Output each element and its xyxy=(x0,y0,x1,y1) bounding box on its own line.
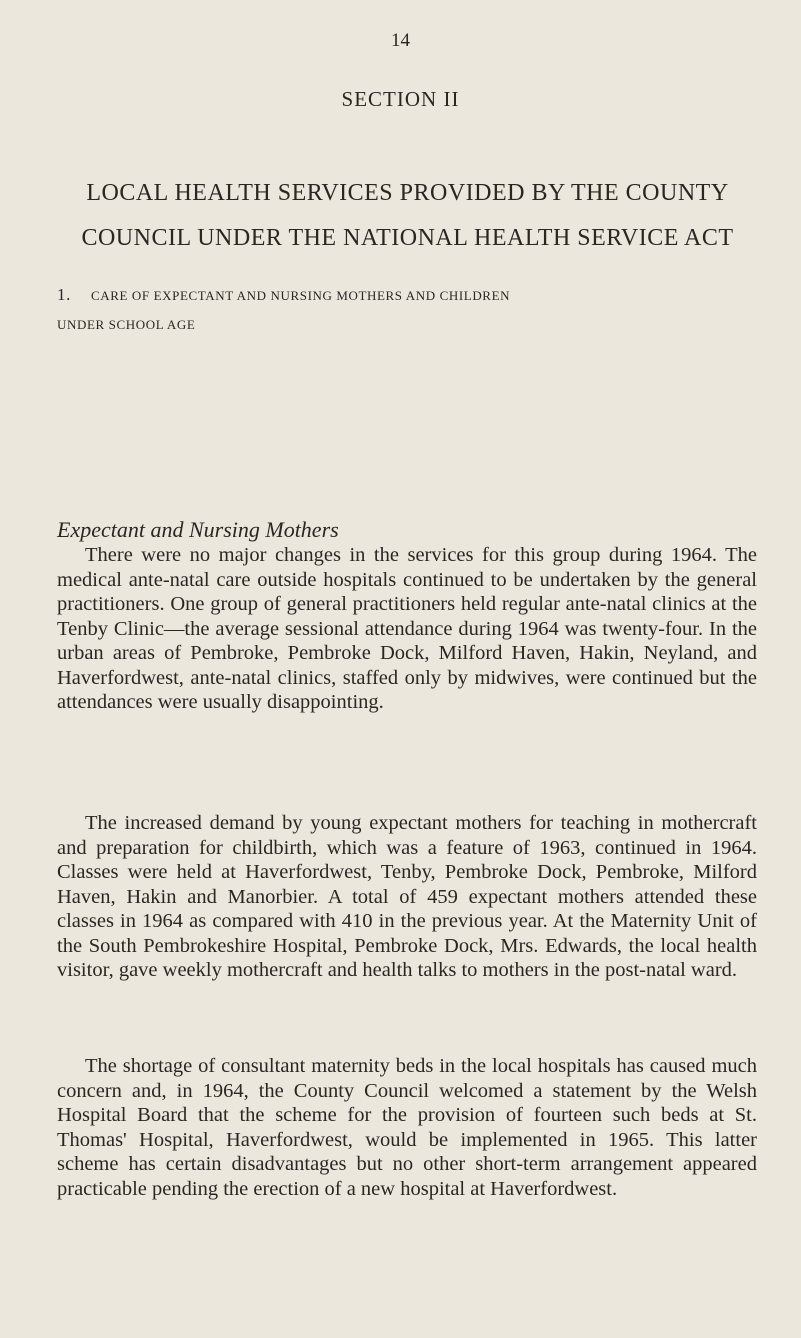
subheading: Expectant and Nursing Mothers xyxy=(57,517,339,542)
main-heading: LOCAL HEALTH SERVICES PROVIDED BY THE COUNTY COUNCIL UNDER THE NATIONAL HEALTH SERVICE ACT xyxy=(81,180,734,251)
paragraph: The shortage of consultant maternity beds in the local hospitals has caused much concern and, in 1964, the County Council welcomed a statement by the Welsh Hospital Board that the scheme for the provision of fourteen such beds at St. Thomas' Hospital, Haverfordwest, would be implemented in 1965. This latter scheme has certain disadvantages but no other short-term arrangement appeared practicable pending the erection of a new hospital at Haverfordwest. xyxy=(57,1055,757,1200)
subsection-title-line1: CARE OF EXPECTANT AND NURSING MOTHERS AND CHILDREN xyxy=(91,288,511,303)
section-title: SECTION II xyxy=(341,87,460,111)
paragraph: The increased demand by young expectant mothers for teaching in mothercraft and preparation for childbirth, which was a feature of 1963, continued in 1964. Classes were held at Haverfordwest, Tenby, Pembroke Dock, Pembroke, Milford Haven, Hakin and Manorbier. A total of 459 expectant mothers attended these classes in 1964 as compared with 410 in the previous year. At the Maternity Unit of the South Pembrokeshire Hospital, Pembroke Dock, Mrs. Edwards, the local health visitor, gave weekly mothercraft and health talks to mothers in the post-natal ward. xyxy=(57,812,757,981)
subsection-number: 1. xyxy=(57,285,71,304)
paragraph: There were no major changes in the services for this group during 1964. The medical ante-natal care outside hospitals continued to be undertaken by the general practitioners. One group of general practitioners held regular ante-natal clinics at the Tenby Clinic—the average sessional attendance during 1964 was twenty-four. In the urban areas of Pembroke, Pembroke Dock, Milford Haven, Hakin, Neyland, and Haverfordwest, ante-natal clinics, staffed only by midwives, were continued but the attendances were usually disappointing. xyxy=(57,544,757,713)
page-number: 14 xyxy=(391,30,410,51)
subsection-heading xyxy=(57,280,757,339)
subsection-title-line2: UNDER SCHOOL AGE xyxy=(57,317,196,332)
